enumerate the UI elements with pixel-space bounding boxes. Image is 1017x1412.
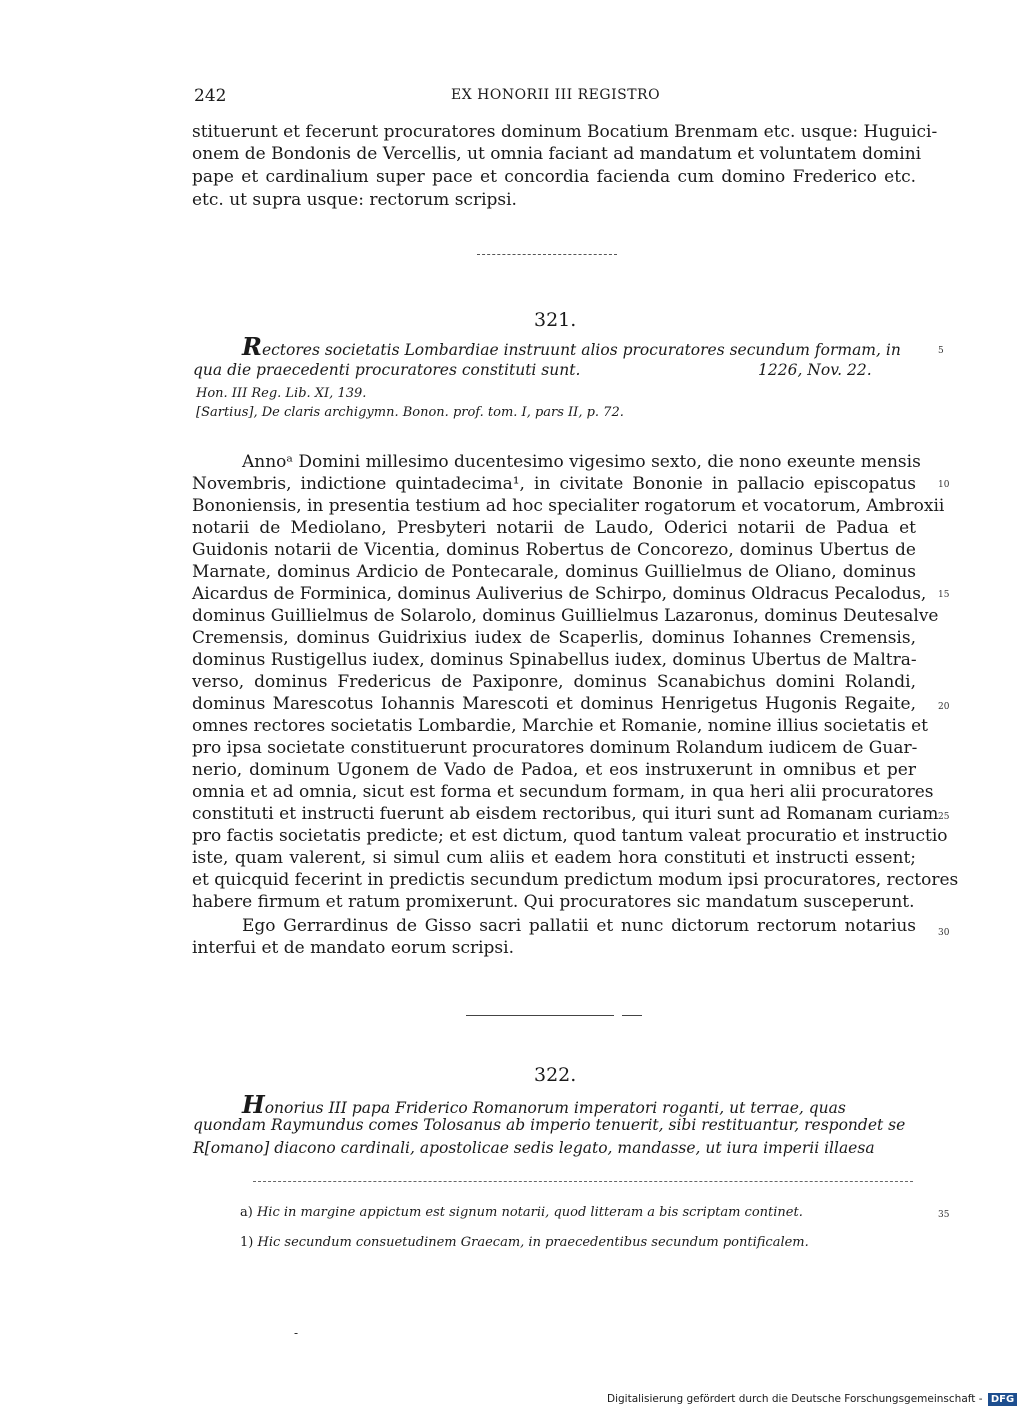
- footnote-mark: 1): [240, 1235, 254, 1250]
- footnote: [240, 1205, 803, 1220]
- separator-rule: [477, 254, 617, 255]
- text-line: pro factis societatis predicte; et est dictum, quod tantum valeat procuratio et instructio: [192, 826, 948, 846]
- footer-credit-text: Digitalisierung gefördert durch die Deutsche Forschungsgemeinschaft -: [607, 1393, 983, 1405]
- running-title: EX HONORII III REGISTRO: [451, 87, 661, 103]
- footnote-rule: [253, 1181, 913, 1182]
- text-line: Novembris, indictione quintadecima¹, in civitate Bononie in pallacio episcopatus: [192, 474, 916, 494]
- line-number: 15: [938, 590, 950, 600]
- line-number: 35: [938, 1210, 950, 1220]
- summary-line: quondam Raymundus comes Tolosanus ab imperio tenuerit, sibi restituantur, respondet se: [193, 1116, 906, 1134]
- line-number: 20: [938, 702, 950, 712]
- document-date: 1226, Nov. 22.: [758, 361, 872, 379]
- text-line: Guidonis notarii de Vicentia, dominus Robertus de Concorezo, dominus Ubertus de: [192, 540, 916, 560]
- drop-cap-initial: H: [242, 1090, 265, 1119]
- text-line: nerio, dominum Ugonem de Vado de Padoa, et eos instruxerunt in omnibus et per: [192, 760, 916, 780]
- summary-line: [242, 332, 901, 361]
- text-line: etc. ut supra usque: rectorum scripsi.: [192, 190, 517, 210]
- text-line: Annoᵃ Domini millesimo ducentesimo vigesimo sexto, die nono exeunte mensis: [242, 452, 921, 472]
- stray-mark: -: [294, 1326, 299, 1340]
- text-line: Ego Gerrardinus de Gisso sacri pallatii et nunc dictorum rectorum notarius: [242, 916, 916, 936]
- footer-credit: [607, 1393, 1017, 1406]
- summary-text: onorius III papa Friderico Romanorum imperatori roganti, ut terrae, quas: [264, 1099, 846, 1117]
- footnote-text: Hic in margine appictum est signum notarii, quod litteram a bis scriptam continet.: [256, 1205, 803, 1220]
- text-line: notarii de Mediolano, Presbyteri notarii de Laudo, Oderici notarii de Padua et: [192, 518, 916, 538]
- text-line: omnia et ad omnia, sicut est forma et secundum formam, in qua heri alii procuratores: [192, 782, 934, 802]
- summary-line: [242, 1090, 846, 1119]
- text-line: dominus Rustigellus iudex, dominus Spinabellus iudex, dominus Ubertus de Maltra-: [192, 650, 917, 670]
- text-line: constituti et instructi fuerunt ab eisdem rectoribus, qui ituri sunt ad Romanam curiam: [192, 804, 939, 824]
- text-line: Marnate, dominus Ardicio de Pontecarale, dominus Guillielmus de Oliano, dominus: [192, 562, 916, 582]
- summary-line: R[omano] diacono cardinali, apostolicae sedis legato, mandasse, ut iura imperii illaesa: [193, 1139, 875, 1157]
- page-number: 242: [194, 86, 227, 106]
- text-line: dominus Guillielmus de Solarolo, dominus Guillielmus Lazaronus, dominus Deutesalve: [192, 606, 939, 626]
- text-line: iste, quam valerent, si simul cum aliis et eadem hora constituti et instructi essent;: [192, 848, 916, 868]
- summary-line: qua die praecedenti procuratores constituti sunt.: [193, 361, 581, 379]
- document-number: 322.: [534, 1064, 577, 1086]
- separator-rule: [466, 1015, 614, 1016]
- text-line: stituerunt et fecerunt procuratores dominum Bocatium Brenmam etc. usque: Huguici-: [192, 122, 938, 142]
- dfg-logo: DFG: [988, 1393, 1017, 1406]
- text-line: et quicquid fecerint in predictis secundum predictum modum ipsi procuratores, rectores: [192, 870, 959, 890]
- line-number: 25: [938, 812, 950, 822]
- text-line: habere firmum et ratum promixerunt. Qui procuratores sic mandatum susceperunt.: [192, 892, 915, 912]
- line-number: 30: [938, 928, 950, 938]
- text-line: pro ipsa societate constituerunt procuratores dominum Rolandum iudicem de Guar-: [192, 738, 918, 758]
- footnote-mark: a): [240, 1205, 253, 1220]
- footnote: [240, 1235, 809, 1250]
- separator-rule: [622, 1015, 642, 1016]
- text-line: Aicardus de Forminica, dominus Auliverius de Schirpo, dominus Oldracus Pecalodus,: [192, 584, 927, 604]
- source-reference: [Sartius], De claris archigymn. Bonon. prof. tom. I, pars II, p. 72.: [196, 405, 624, 420]
- line-number: 5: [938, 346, 944, 356]
- text-line: Cremensis, dominus Guidrixius iudex de Scaperlis, dominus Iohannes Cremensis,: [192, 628, 916, 648]
- text-line: verso, dominus Fredericus de Paxiponre, dominus Scanabichus domini Rolandi,: [192, 672, 916, 692]
- text-line: pape et cardinalium super pace et concordia facienda cum domino Frederico etc.: [192, 167, 916, 187]
- line-number: 10: [938, 480, 950, 490]
- footnote-text: Hic secundum consuetudinem Graecam, in praecedentibus secundum pontificalem.: [257, 1235, 809, 1250]
- text-line: onem de Bondonis de Vercellis, ut omnia faciant ad mandatum et voluntatem domini: [192, 144, 922, 164]
- summary-text: ectores societatis Lombardiae instruunt alios procuratores secundum formam, in: [261, 341, 901, 359]
- document-number: 321.: [534, 309, 577, 331]
- text-line: interfui et de mandato eorum scripsi.: [192, 938, 514, 958]
- text-line: Bononiensis, in presentia testium ad hoc specialiter rogatorum et vocatorum, Ambroxii: [192, 496, 945, 516]
- drop-cap-initial: R: [242, 332, 262, 361]
- source-reference: Hon. III Reg. Lib. XI, 139.: [196, 386, 367, 401]
- text-line: omnes rectores societatis Lombardie, Marchie et Romanie, nomine illius societatis et: [192, 716, 928, 736]
- text-line: dominus Marescotus Iohannis Marescoti et dominus Henrigetus Hugonis Regaite,: [192, 694, 916, 714]
